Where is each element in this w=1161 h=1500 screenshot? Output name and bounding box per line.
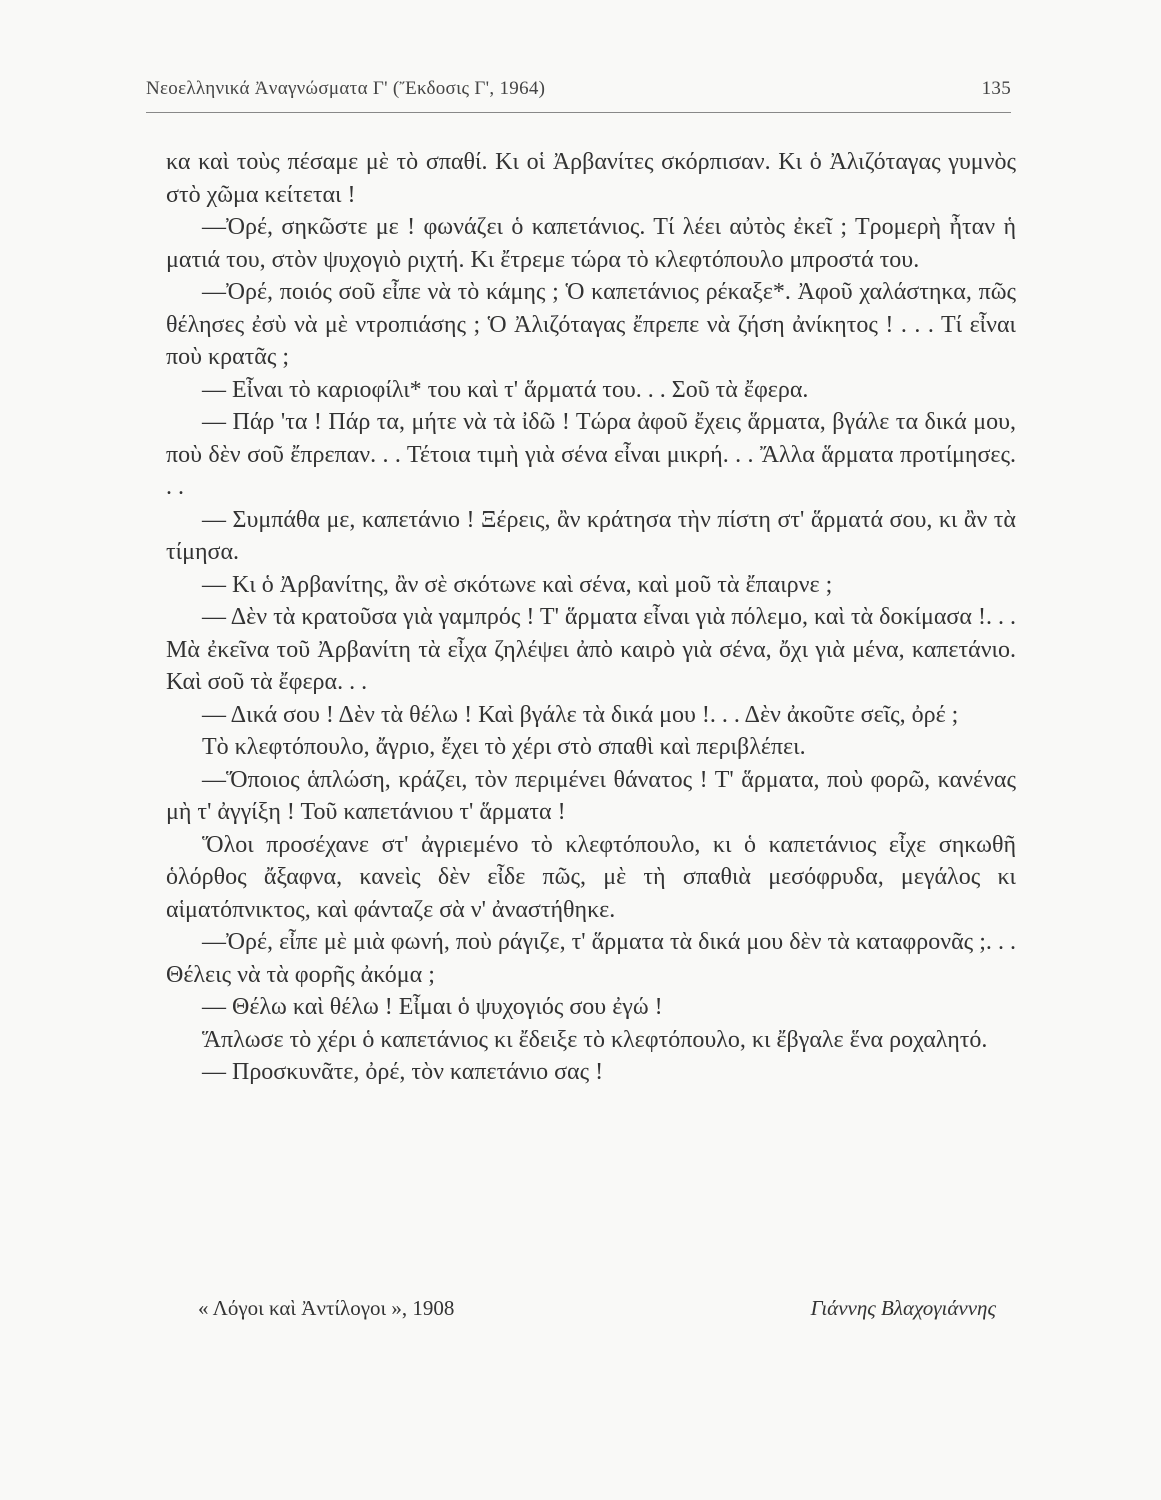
paragraph: —Ὀρέ, σηκῶστε με ! φωνάζει ὁ καπετάνιος. Τί λέει αὐτὸς ἐκεῖ ; Τρομερὴ ἦταν ἡ ματιά του, στὸν ψυχογιὸ ριχτή. Κι ἔτρεμε τώρα τὸ κλεφτόπουλο μπροστά του.: [166, 214, 1016, 273]
paragraph: — Εἶναι τὸ καριοφίλι* του καὶ τ' ἅρματά του. . . Σοῦ τὰ ἔφερα.: [202, 376, 809, 403]
running-title: Νεοελληνικά Ἀναγνώσματα Γ' (Ἔκδοσις Γ', 1964): [146, 78, 546, 99]
paragraph: Τὸ κλεφτόπουλο, ἄγριο, ἔχει τὸ χέρι στὸ σπαθὶ καὶ περιβλέπει.: [202, 734, 806, 760]
header-rule: [146, 112, 1011, 113]
paragraph: — Θέλω καὶ θέλω ! Εἶμαι ὁ ψυχογιός σου ἐγώ !: [202, 994, 663, 1020]
source-citation: « Λόγοι καὶ Ἀντίλογοι », 1908: [198, 1296, 455, 1320]
paragraph: —Ὀρέ, εἶπε μὲ μιὰ φωνή, ποὺ ράγιζε, τ' ἅρματα τὰ δικά μου δὲν τὰ καταφρονᾶς ;. . . Θέλεις νὰ τὰ φορῆς ἀκόμα ;: [166, 929, 1016, 988]
paragraph: — Δὲν τὰ κρατοῦσα γιὰ γαμπρός ! Τ' ἅρματα εἶναι γιὰ πόλεμο, καὶ τὰ δοκίμασα !. . . Μὰ ἐκεῖνα τοῦ Ἀρβανίτη τὰ εἶχα ζηλέψει ἀπὸ καιρὸ γιὰ σένα, ὄχι γιὰ μένα, καπετάνιο. Καὶ σοῦ τὰ ἔφερα. . .: [166, 604, 1016, 695]
running-header: [146, 78, 1011, 100]
paragraph: — Προσκυνᾶτε, ὀρέ, τὸν καπετάνιο σας !: [202, 1059, 604, 1085]
paragraph: — Πάρ 'τα ! Πάρ τα, μήτε νὰ τὰ ἰδῶ ! Τώρα ἀφοῦ ἔχεις ἅρματα, βγάλε τα δικά μου, ποὺ δὲν σοῦ ἔπρεπαν. . . Τέτοια τιμὴ γιὰ σένα εἶναι μικρή. . . Ἄλλα ἅρματα προτίμησες. . .: [166, 409, 1016, 500]
paragraph: — Συμπάθα με, καπετάνιο ! Ξέρεις, ἂν κράτησα τὴν πίστη στ' ἅρματά σου, κι ἂν τὰ τίμησα.: [166, 506, 1016, 565]
paragraph: — Κι ὁ Ἀρβανίτης, ἂν σὲ σκότωνε καὶ σένα, καὶ μοῦ τὰ ἔπαιρνε ;: [202, 571, 833, 598]
paragraph: —Ὅποιος ἁπλώση, κράζει, τὸν περιμένει θάνατος ! Τ' ἅρματα, ποὺ φορῶ, κανένας μὴ τ' ἀγγίξη ! Τοῦ καπετάνιου τ' ἅρματα !: [166, 766, 1016, 825]
paragraph: — Δικά σου ! Δὲν τὰ θέλω ! Καὶ βγάλε τὰ δικά μου !. . . Δὲν ἀκοῦτε σεῖς, ὀρέ ;: [202, 701, 959, 728]
text-body: [166, 146, 1016, 1089]
author-name: Γιάννης Βλαχογιάννης: [810, 1296, 996, 1320]
paragraph: —Ὀρέ, ποιός σοῦ εἶπε νὰ τὸ κάμης ; Ὁ καπετάνιος ρέκαξε*. Ἀφοῦ χαλάστηκα, πῶς θέλησες ἐσὺ νὰ μὲ ντροπιάσης ; Ὁ Ἀλιζόταγας ἔπρεπε νὰ ζήση ἀνίκητος ! . . . Τί εἶναι ποὺ κρατᾶς ;: [166, 279, 1016, 370]
paragraph: κα καὶ τοὺς πέσαμε μὲ τὸ σπαθί. Κι οἱ Ἀρβανίτες σκόρπισαν. Κι ὁ Ἀλιζόταγας γυμνὸς στὸ χῶμα κείτεται !: [166, 149, 1016, 208]
page-number: 135: [981, 78, 1011, 99]
paragraph: Ἅπλωσε τὸ χέρι ὁ καπετάνιος κι ἔδειξε τὸ κλεφτόπουλο, κι ἔβγαλε ἕνα ροχαλητό.: [202, 1026, 988, 1053]
source-footer: [198, 1296, 996, 1321]
paragraph: Ὅλοι προσέχανε στ' ἀγριεμένο τὸ κλεφτόπουλο, κι ὁ καπετάνιος εἶχε σηκωθῆ ὁλόρθος ἄξαφνα, κανεὶς δὲν εἶδε πῶς, μὲ τὴ σπαθιὰ μεσόφρυδα, μεγάλος κι αἱματόπνικτος, καὶ φάνταζε σὰ ν' ἀναστήθηκε.: [166, 831, 1016, 923]
